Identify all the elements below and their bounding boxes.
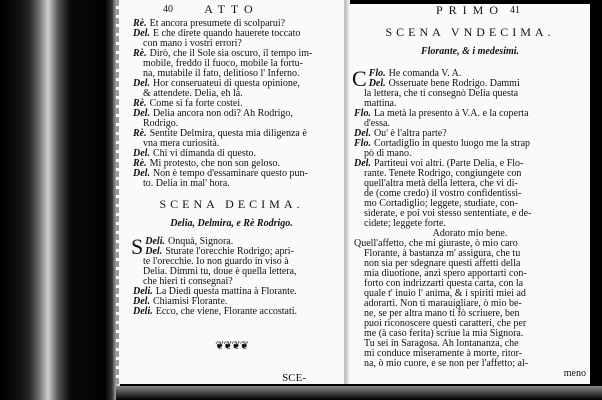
speaker-label: Del. xyxy=(368,78,386,89)
line-text: Mi protesto, che non son geloso. xyxy=(149,158,280,169)
line-text: Chiamisi Florante. xyxy=(152,296,228,307)
speaker-label: Rè. xyxy=(133,98,147,109)
running-head-title: PRIMO xyxy=(435,3,504,17)
line-text: Onquà, Signora. xyxy=(167,236,234,247)
speaker-label: Del. xyxy=(133,78,150,89)
dialogue-line xyxy=(133,179,340,189)
line-text: & attendete. Delia, eh là. xyxy=(143,88,243,99)
drop-cap: S xyxy=(131,234,144,259)
line-text: de (come credo) il vostro confidentissi- xyxy=(364,188,522,199)
line-text: Ecco, che viene, Florante accostati. xyxy=(155,306,298,317)
line-text: Ou' è l'altra parte? xyxy=(373,128,447,139)
line-text: Osseruate bene Rodrigo. Dammi xyxy=(388,78,520,89)
line-text: mo Cortadiglio; leggete, studiate, con- xyxy=(364,198,518,209)
letter-line: Quell'affetto, che mi giuraste, ò mio caro xyxy=(354,238,518,249)
letter-line: na, ò mio cuore, e se non per l'affetto; al- xyxy=(364,358,529,369)
characters-list: Delia, Delmira, e Rè Rodrigo. xyxy=(170,218,293,229)
speaker-label: Flo. xyxy=(354,138,371,149)
dialogue-block xyxy=(119,16,344,189)
line-text: vna mera curiosità. xyxy=(143,138,220,149)
page-number: 40 xyxy=(163,4,173,15)
speaker-label: Deli. xyxy=(133,286,153,297)
scene-title: SCENA DECIMA. xyxy=(159,197,304,211)
letter-line: mia diuotione, anzi spero apportarti con- xyxy=(364,268,527,279)
line-text: Dirò, che il Sole sia oscuro, il tempo im- xyxy=(149,48,313,59)
line-text: Sturate l'orecchie Rodrigo; apri- xyxy=(165,246,294,257)
line-text: He comanda V. A. xyxy=(388,68,462,79)
line-text: la lettera, che ti consegnò Delia questa xyxy=(364,88,519,99)
letter-line: Florante, à bastanza m' assigura, che tu xyxy=(364,248,521,259)
speaker-label: Deli. xyxy=(145,236,165,247)
line-text: mattina. xyxy=(364,98,397,109)
speaker-label: Rè. xyxy=(133,18,147,29)
speaker-label: Del. xyxy=(133,28,150,39)
line-text: na, mutabile il fato, delitioso l' Inferno. xyxy=(143,68,300,79)
speaker-label: Del. xyxy=(354,128,371,139)
running-head xyxy=(350,4,590,17)
line-text: La metà la presento à V.A. e la coperta xyxy=(373,108,529,119)
line-text: che hieri ti consegnai? xyxy=(143,276,233,287)
letter-line: me (à caso ferita) scriue la mia Signora. xyxy=(364,328,524,339)
speaker-label: Del. xyxy=(133,148,150,159)
letter-line: mi conduce miseramente à morte, ritor- xyxy=(364,348,523,359)
line-text: Delia. Dimmi tu, doue è quella lettera, xyxy=(143,266,297,277)
dialogue-block xyxy=(350,65,590,229)
letter-line: Tu sei in Saragosa. Ah lontananza, che xyxy=(364,338,519,349)
characters-list: Florante, & i medesimi. xyxy=(420,46,520,57)
line-text: Cortadiglio in questo luogo me la strap xyxy=(373,138,531,149)
running-head-title: ATTO xyxy=(204,2,259,16)
speaker-label: Del. xyxy=(145,246,163,257)
speaker-label: Flo. xyxy=(354,108,371,119)
left-page xyxy=(116,0,344,384)
line-text: Come si fa forte costei. xyxy=(149,98,243,109)
right-page xyxy=(350,4,590,384)
line-text: Non è tempo d'essaminare questo pun- xyxy=(152,168,308,179)
line-text: cidete; leggete forte. xyxy=(364,218,446,229)
book-spine xyxy=(0,0,120,400)
dialogue-block xyxy=(119,234,344,317)
line-text: con mano i vostri errori? xyxy=(143,38,242,49)
line-text: te l'orecchie. Io non guardo in viso à xyxy=(143,256,289,267)
line-text: Rodrigo. xyxy=(143,118,179,129)
letter-line: adorarti. Non ti marauigliare, ò mio be- xyxy=(364,298,522,309)
speaker-label: Rè. xyxy=(133,128,147,139)
speaker-label: Deli. xyxy=(133,306,153,317)
line-text: to. Delia in mal' hora. xyxy=(143,178,230,189)
scene-title: SCENA VNDECIMA. xyxy=(385,25,555,39)
line-text: d'essa. xyxy=(364,118,390,129)
page-bottom-edge xyxy=(116,386,602,400)
speaker-label: Flo. xyxy=(368,68,386,79)
speaker-label: Rè. xyxy=(133,158,147,169)
line-text: rante. Tenete Rodrigo, congiungete con xyxy=(364,168,522,179)
page-number: 41 xyxy=(510,5,520,16)
speaker-label: Del. xyxy=(133,168,150,179)
letter-line: puoi riconoscere questi caratteri, che per xyxy=(364,318,527,329)
catchword: SCE- xyxy=(282,372,306,384)
letter-text xyxy=(350,239,590,379)
letter-salutation: Adorato mio bene. xyxy=(432,228,508,239)
line-text: La Diedi questa mattina à Florante. xyxy=(155,286,297,297)
line-text: Hor conseruateui di questa opinione, xyxy=(152,78,300,89)
drop-cap: C xyxy=(352,66,367,91)
letter-line: non sia per sdegnare questi affetti della xyxy=(364,258,521,269)
line-text: Partiteui voi altri. (Parte Delia, e Flo- xyxy=(373,158,524,169)
line-text: siderate, e poi voi stesso sententiate, e de- xyxy=(364,208,532,219)
line-text: quell'altra metà della lettera, che vi di- xyxy=(364,178,518,189)
ornament: ❦❦❦❦ xyxy=(215,340,248,352)
letter-line: forto con indrizzarti questa carta, con la xyxy=(364,278,524,289)
line-text: Chi vi dimanda di questo. xyxy=(152,148,256,159)
line-text: Et ancora presumete di scolparui? xyxy=(149,18,286,29)
line-text: Sentite Delmira, questa mia diligenza è xyxy=(149,128,307,139)
letter-line: ne, se per altra mano ti fò scriuere, ben xyxy=(364,308,520,319)
line-text: Delia ancora non odi? Ah Rodrigo, xyxy=(152,108,293,119)
letter-line: meno xyxy=(563,368,586,379)
speaker-label: Del. xyxy=(133,108,150,119)
letter-line: quale t' inuio l' anima, & i spiriti miei ad xyxy=(364,288,526,299)
speaker-label: Rè. xyxy=(133,48,147,59)
line-text: mobile, freddo il fuoco, mobile la fortu- xyxy=(143,58,303,69)
running-head xyxy=(119,3,344,16)
speaker-label: Del. xyxy=(354,158,371,169)
line-text: pò di mano. xyxy=(364,148,412,159)
speaker-label: Del. xyxy=(133,296,150,307)
dialogue-line xyxy=(133,307,340,317)
line-text: E che direte quando hauerete toccato xyxy=(152,28,301,39)
